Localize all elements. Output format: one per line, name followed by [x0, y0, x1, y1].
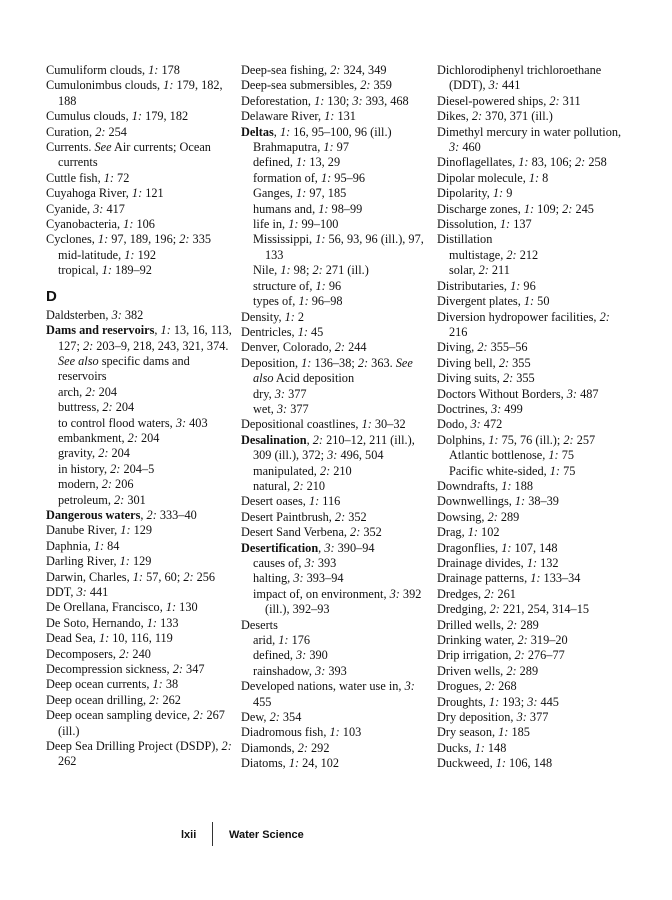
index-entry: Drag, 1: 102 — [437, 525, 500, 540]
index-entry: Drip irrigation, 2: 276–77 — [437, 648, 565, 663]
index-entry: Cyanide, 3: 417 — [46, 201, 125, 216]
index-entry: De Soto, Hernando, 1: 133 — [46, 615, 179, 630]
index-entry: Dikes, 2: 370, 371 (ill.) — [437, 109, 553, 124]
index-subentry: defined, 3: 390 — [253, 648, 328, 663]
index-entry: Downdrafts, 1: 188 — [437, 478, 533, 493]
index-entry: Deep ocean sampling device, 2: 267 (ill.) — [46, 708, 225, 738]
index-entry: Denver, Colorado, 2: 244 — [241, 340, 367, 355]
index-subentry: types of, 1: 96–98 — [253, 294, 343, 309]
index-entry: De Orellana, Francisco, 1: 130 — [46, 600, 198, 615]
index-entry: Darling River, 1: 129 — [46, 554, 152, 569]
index-entry: Dinoflagellates, 1: 83, 106; 2: 258 — [437, 155, 607, 170]
index-entry: DDT, 3: 441 — [46, 585, 109, 599]
index-subentry: defined, 1: 13, 29 — [253, 155, 341, 170]
index-entry: Diadromous fish, 1: 103 — [241, 725, 362, 740]
index-subentry: Ganges, 1: 97, 185 — [253, 186, 347, 201]
index-entry: Deep Sea Drilling Project (DSDP), 2: 262 — [46, 739, 232, 769]
index-entry: Deep-sea fishing, 2: 324, 349 — [241, 63, 387, 77]
index-entry: Drinking water, 2: 319–20 — [437, 633, 568, 648]
index-entry: Daphnia, 1: 84 — [46, 538, 120, 553]
index-entry: Drainage patterns, 1: 133–34 — [437, 571, 581, 586]
index-entry: Diving suits, 2: 355 — [437, 371, 535, 386]
index-entry: Dry deposition, 3: 377 — [437, 710, 549, 725]
index-subentry: Pacific white-sided, 1: 75 — [449, 463, 576, 478]
index-entry: Discharge zones, 1: 109; 2: 245 — [437, 201, 594, 216]
index-subentry: manipulated, 2: 210 — [253, 463, 352, 478]
index-entry: Dentricles, 1: 45 — [241, 324, 324, 339]
index-entry: Dams and reservoirs, 1: 13, 16, 113, 127; 2: 203–9, 218, 243, 321, 374. See also specific dams and reservoirs — [46, 323, 232, 384]
index-entry: Diving bell, 2: 355 — [437, 355, 531, 370]
index-entry: Deep ocean currents, 1: 38 — [46, 677, 179, 692]
index-subentry: petroleum, 2: 301 — [58, 492, 146, 507]
index-subentry: gravity, 2: 204 — [58, 446, 130, 461]
index-entry: Cuttle fish, 1: 72 — [46, 170, 130, 185]
index-entry: Drainage divides, 1: 132 — [437, 556, 559, 570]
index-entry: Curation, 2: 254 — [46, 124, 127, 139]
index-entry: Cumulus clouds, 1: 179, 182 — [46, 109, 189, 124]
index-subentry: wet, 3: 377 — [253, 401, 309, 416]
index-entry: Drogues, 2: 268 — [437, 679, 517, 694]
index-subentry: embankment, 2: 204 — [58, 430, 160, 445]
index-entry: Deltas, 1: 16, 95–100, 96 (ill.) — [241, 124, 392, 139]
index-subentry: dry, 3: 377 — [253, 386, 307, 401]
index-entry: Deforestation, 1: 130; 3: 393, 468 — [241, 93, 409, 108]
index-entry: Diving, 2: 355–56 — [437, 340, 528, 355]
page-number: lxii — [181, 829, 197, 841]
index-entry: Dew, 2: 354 — [241, 710, 302, 725]
index-subentry: tropical, 1: 189–92 — [58, 263, 152, 278]
index-entry: Cyanobacteria, 1: 106 — [46, 217, 155, 232]
index-entry: Deserts — [241, 617, 278, 632]
index-subentry: to control flood waters, 3: 403 — [58, 415, 208, 430]
index-entry: Desertification, 3: 390–94 — [241, 540, 375, 555]
index-subentry: buttress, 2: 204 — [58, 400, 135, 415]
index-subentry: solar, 2: 211 — [449, 263, 510, 278]
index-entry: Doctors Without Borders, 3: 487 — [437, 386, 599, 401]
index-entry: Divergent plates, 1: 50 — [437, 294, 550, 309]
index-entry: Dead Sea, 1: 10, 116, 119 — [46, 631, 173, 646]
index-subentry: structure of, 1: 96 — [253, 278, 342, 293]
index-entry: Driven wells, 2: 289 — [437, 663, 539, 678]
index-subentry: halting, 3: 393–94 — [253, 571, 344, 586]
index-subentry: multistage, 2: 212 — [449, 247, 539, 262]
index-entry: Depositional coastlines, 1: 30–32 — [241, 417, 406, 432]
index-entry: Decomposers, 2: 240 — [46, 646, 151, 661]
index-entry: Deep-sea submersibles, 2: 359 — [241, 78, 392, 93]
index-entry: Cumuliform clouds, 1: 178 — [46, 63, 180, 77]
index-subentry: formation of, 1: 95–96 — [253, 170, 366, 185]
index-entry: Delaware River, 1: 131 — [241, 109, 356, 124]
index-entry: Doctrines, 3: 499 — [437, 401, 523, 416]
index-entry: Desalination, 2: 210–12, 211 (ill.), 309 (ill.), 372; 3: 496, 504 — [241, 432, 415, 463]
index-column-3 — [437, 63, 627, 772]
index-entry: Cumulonimbus clouds, 1: 179, 182, 188 — [46, 78, 223, 108]
index-subentry: arch, 2: 204 — [58, 384, 118, 399]
index-entry: Desert Sand Verbena, 2: 352 — [241, 525, 382, 540]
index-letter-heading: D — [46, 287, 57, 305]
index-entry: Density, 1: 2 — [241, 309, 305, 324]
index-subentry: modern, 2: 206 — [58, 477, 134, 492]
index-entry: Duckweed, 1: 106, 148 — [437, 756, 553, 771]
index-entry: Diamonds, 2: 292 — [241, 740, 330, 755]
index-entry: Cyclones, 1: 97, 189, 196; 2: 335 — [46, 232, 212, 247]
index-subentry: humans and, 1: 98–99 — [253, 201, 363, 216]
index-entry: Dowsing, 2: 289 — [437, 509, 520, 524]
index-column-2 — [241, 63, 431, 772]
index-entry: Dodo, 3: 472 — [437, 417, 503, 432]
index-entry: Dolphins, 1: 75, 76 (ill.); 2: 257 — [437, 432, 596, 447]
index-entry: Distributaries, 1: 96 — [437, 278, 536, 293]
index-subentry: causes of, 3: 393 — [253, 556, 337, 570]
index-subentry: Brahmaputra, 1: 97 — [253, 140, 349, 155]
index-entry: Dangerous waters, 2: 333–40 — [46, 507, 197, 522]
index-entry: Downwellings, 1: 38–39 — [437, 494, 559, 509]
index-entry: Cuyahoga River, 1: 121 — [46, 186, 164, 201]
index-subentry: life in, 1: 99–100 — [253, 217, 339, 232]
index-subentry: rainshadow, 3: 393 — [253, 663, 347, 678]
index-entry: Distillation — [437, 232, 493, 247]
index-subentry: natural, 2: 210 — [253, 478, 326, 493]
index-entry: Dissolution, 1: 137 — [437, 217, 532, 232]
index-entry: Desert oases, 1: 116 — [241, 494, 341, 509]
index-subentry: Nile, 1: 98; 2: 271 (ill.) — [253, 263, 369, 278]
index-entry: Diesel-powered ships, 2: 311 — [437, 93, 581, 108]
index-entry: Dichlorodiphenyl trichloroethane (DDT), 3: 441 — [437, 63, 602, 93]
index-entry: Danube River, 1: 129 — [46, 523, 153, 538]
index-entry: Daldsterben, 3: 382 — [46, 307, 144, 322]
index-subentry: Mississippi, 1: 56, 93, 96 (ill.), 97, 133 — [253, 232, 424, 262]
index-entry: Dipolar molecule, 1: 8 — [437, 170, 549, 185]
index-entry: Dragonflies, 1: 107, 148 — [437, 540, 558, 555]
index-column-1 — [46, 63, 236, 770]
index-entry: Dipolarity, 1: 9 — [437, 186, 513, 201]
index-entry: Ducks, 1: 148 — [437, 740, 507, 755]
index-entry: Developed nations, water use in, 3: 455 — [241, 679, 415, 709]
index-entry: Dredges, 2: 261 — [437, 586, 516, 601]
index-entry: Diversion hydropower facilities, 2: 216 — [437, 309, 610, 339]
index-subentry: in history, 2: 204–5 — [58, 461, 155, 476]
index-entry: Diatoms, 1: 24, 102 — [241, 756, 340, 771]
index-entry: Droughts, 1: 193; 3: 445 — [437, 694, 559, 709]
page-footer — [0, 822, 672, 852]
index-entry: Deposition, 1: 136–38; 2: 363. See also Acid deposition — [241, 355, 413, 386]
index-entry: Dredging, 2: 221, 254, 314–15 — [437, 602, 589, 617]
index-subentry: mid-latitude, 1: 192 — [58, 247, 157, 262]
index-entry: Deep ocean drilling, 2: 262 — [46, 692, 181, 707]
index-entry: Decompression sickness, 2: 347 — [46, 662, 205, 677]
index-subentry: impact of, on environment, 3: 392 (ill.), 392–93 — [253, 586, 422, 617]
index-entry: Desert Paintbrush, 2: 352 — [241, 509, 367, 524]
footer-divider — [212, 822, 213, 846]
index-entry: Dimethyl mercury in water pollution, 3: 460 — [437, 124, 622, 155]
index-entry: Currents. See Air currents; Ocean currents — [46, 140, 211, 170]
index-subentry: arid, 1: 176 — [253, 633, 311, 648]
book-title: Water Science — [229, 829, 304, 841]
index-subentry: Atlantic bottlenose, 1: 75 — [449, 448, 575, 463]
index-entry: Drilled wells, 2: 289 — [437, 617, 539, 632]
index-entry: Darwin, Charles, 1: 57, 60; 2: 256 — [46, 569, 216, 584]
index-entry: Dry season, 1: 185 — [437, 725, 530, 740]
